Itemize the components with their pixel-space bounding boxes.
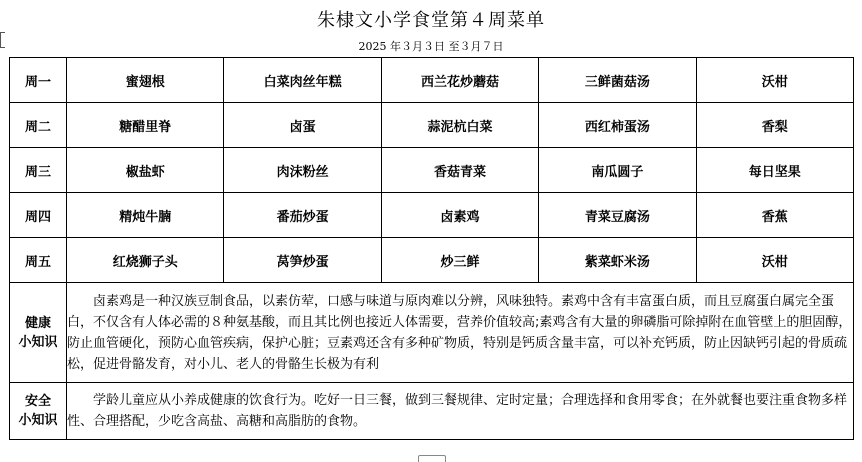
dish-cell: 红烧狮子头 [67, 238, 224, 283]
dish-cell: 肉沫粉丝 [224, 148, 381, 193]
dish-cell: 卤素鸡 [381, 193, 538, 238]
weekly-menu-table [9, 57, 854, 440]
safety-tips-text: 学龄儿童应从小养成健康的饮食行为。吃好一日三餐，做到三餐规律、定时定量；合理选择和食用零食；在外就餐也要注重食物多样性、合理搭配，少吃含高盐、高糖和高脂肪的食物。 [67, 383, 854, 440]
health-tips-label [10, 283, 67, 383]
health-tips-label-line2: 小知识 [18, 334, 58, 350]
day-label: 周三 [10, 148, 67, 193]
safety-tips-label-line2: 小知识 [18, 413, 58, 428]
safety-tips-row [10, 383, 854, 440]
dish-cell: 香蕉 [696, 193, 853, 238]
page-title: 朱棣文小学食堂第４周菜单 [317, 10, 545, 31]
safety-tips-label-line1: 安全 [24, 394, 51, 409]
dish-cell: 西红柿蛋汤 [539, 103, 696, 148]
dish-cell: 沃柑 [696, 58, 853, 103]
safety-tips-label [10, 383, 67, 440]
dish-cell: 白菜肉丝年糕 [224, 58, 381, 103]
dish-cell: 糖醋里脊 [67, 103, 224, 148]
dish-cell: 香菇青菜 [381, 148, 538, 193]
menu-row-thursday [10, 193, 854, 238]
day-label: 周四 [10, 193, 67, 238]
dish-cell: 香梨 [696, 103, 853, 148]
day-label: 周一 [10, 58, 67, 103]
health-tips-row [10, 283, 854, 383]
menu-row-wednesday [10, 148, 854, 193]
day-label: 周五 [10, 238, 67, 283]
dish-cell: 西兰花炒蘑菇 [381, 58, 538, 103]
dish-cell: 炒三鲜 [381, 238, 538, 283]
date-range: 2025 年３月３日 至３月７日 [358, 40, 504, 53]
dish-cell: 椒盐虾 [67, 148, 224, 193]
menu-row-tuesday [10, 103, 854, 148]
dish-cell: 每日坚果 [696, 148, 853, 193]
dish-cell: 蜜翅根 [67, 58, 224, 103]
dish-cell: 南瓜圆子 [539, 148, 696, 193]
menu-row-friday [10, 238, 854, 283]
menu-row-monday [10, 58, 854, 103]
page-scroll-marker [418, 455, 446, 462]
day-label: 周二 [10, 103, 67, 148]
dish-cell: 精炖牛腩 [67, 193, 224, 238]
dish-cell: 三鲜菌菇汤 [539, 58, 696, 103]
dish-cell: 番茄炒蛋 [224, 193, 381, 238]
dish-cell: 紫菜虾米汤 [539, 238, 696, 283]
dish-cell: 蒜泥杭白菜 [381, 103, 538, 148]
dish-cell: 卤蛋 [224, 103, 381, 148]
dish-cell: 沃柑 [696, 238, 853, 283]
dish-cell: 青菜豆腐汤 [539, 193, 696, 238]
dish-cell: 莴笋炒蛋 [224, 238, 381, 283]
health-tips-text: 卤素鸡是一种汉族豆制食品，以素仿荤，口感与味道与原肉难以分辨，风味独特。素鸡中含有丰富蛋白质，而且豆腐蛋白属完全蛋白，不仅含有人体必需的８种氨基酸，而且其比例也接近人体需要，营养价值较高;素鸡含有大量的卵磷脂可除掉附在血管壁上的胆固醇，防止血管硬化，预防心血管疾病，保护心脏；豆素鸡还含有多种矿物质，特别是钙质含量丰富，可以补充钙质，防止因缺钙引起的骨质疏松，促进骨骼发育，对小儿、老人的骨骼生长极为有利 [67, 283, 854, 383]
health-tips-label-line1: 健康 [24, 315, 51, 331]
